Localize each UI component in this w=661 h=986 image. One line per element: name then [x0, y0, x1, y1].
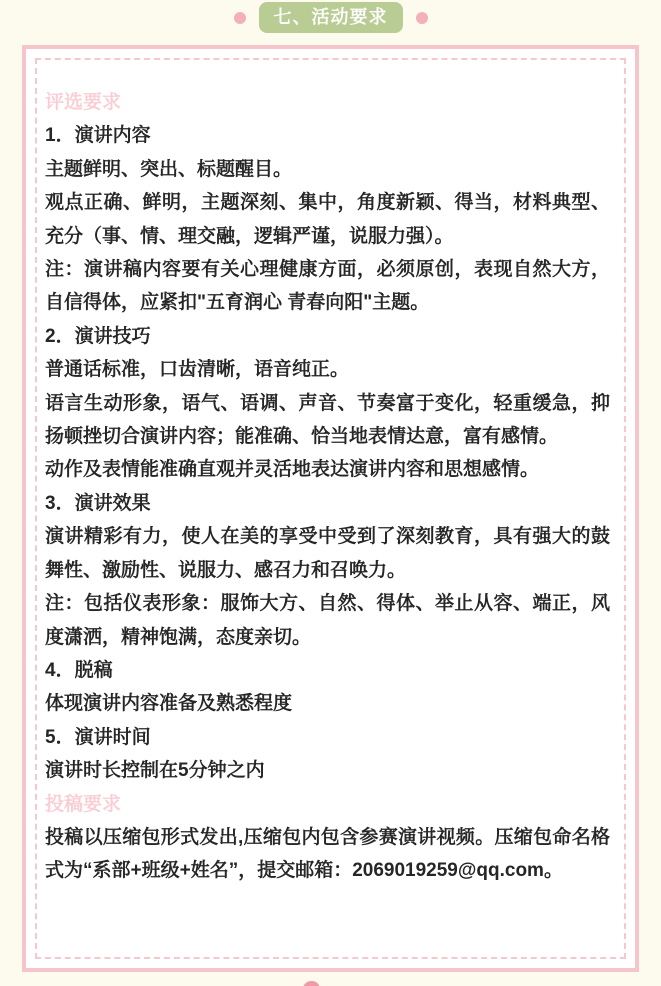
body-paragraph-note: 注：演讲稿内容要有关心理健康方面，必须原创，表现自然大方，自信得体，应紧扣"五育润心 青春向阳"主题。 [45, 259, 610, 314]
submission-paragraph: 投稿以压缩包形式发出,压缩包内包含参赛演讲视频。压缩包命名格式为“系部+班级+姓名”，提交邮箱：2069019259@qq.com。 [45, 826, 610, 882]
section-badge: 七、活动要求 [259, 2, 403, 33]
item-3-title: 3．演讲效果 [45, 492, 151, 514]
decor-dot-icon [416, 12, 428, 24]
item-1-title: 1．演讲内容 [45, 125, 151, 147]
body-paragraph: 演讲精彩有力，使人在美的享受中受到了深刻教育，具有强大的鼓舞性、激励性、说服力、感召力和召唤力。 [45, 526, 610, 581]
body-paragraph: 普通话标准，口齿清晰，语音纯正。 [45, 359, 350, 381]
item-4-title: 4．脱稿 [45, 659, 113, 681]
item-2-title: 2．演讲技巧 [45, 325, 151, 347]
body-paragraph: 观点正确、鲜明，主题深刻、集中，角度新颖、得当，材料典型、 充分（事、情、理交融，逻辑严谨，说服力强）。 [45, 192, 610, 247]
body-paragraph: 体现演讲内容准备及熟悉程度 [45, 693, 293, 715]
item-5-title: 5．演讲时间 [45, 726, 151, 748]
section-header [0, 2, 661, 33]
decor-dot-icon [234, 12, 246, 24]
body-paragraph: 演讲时长控制在5分钟之内 [45, 760, 265, 782]
heading-selection-requirements: 评选要求 [45, 92, 122, 113]
panel-content [26, 49, 635, 888]
body-paragraph: 动作及表情能准确直观并灵活地表达演讲内容和思想感情。 [45, 459, 540, 481]
body-paragraph-note: 注：包括仪表形象：服饰大方、自然、得体、举止从容、端正，风度潇洒，精神饱满，态度亲切。 [45, 593, 610, 648]
body-paragraph: 语言生动形象，语气、语调、声音、节奏富于变化，轻重缓急，抑扬顿挫切合演讲内容；能准确、恰当地表情达意，富有感情。 [45, 392, 610, 448]
body-paragraph: 主题鲜明、突出、标题醒目。 [45, 158, 293, 180]
bottom-decor-stub [303, 981, 320, 986]
heading-submission-requirements: 投稿要求 [45, 793, 122, 815]
requirements-panel [22, 45, 639, 972]
